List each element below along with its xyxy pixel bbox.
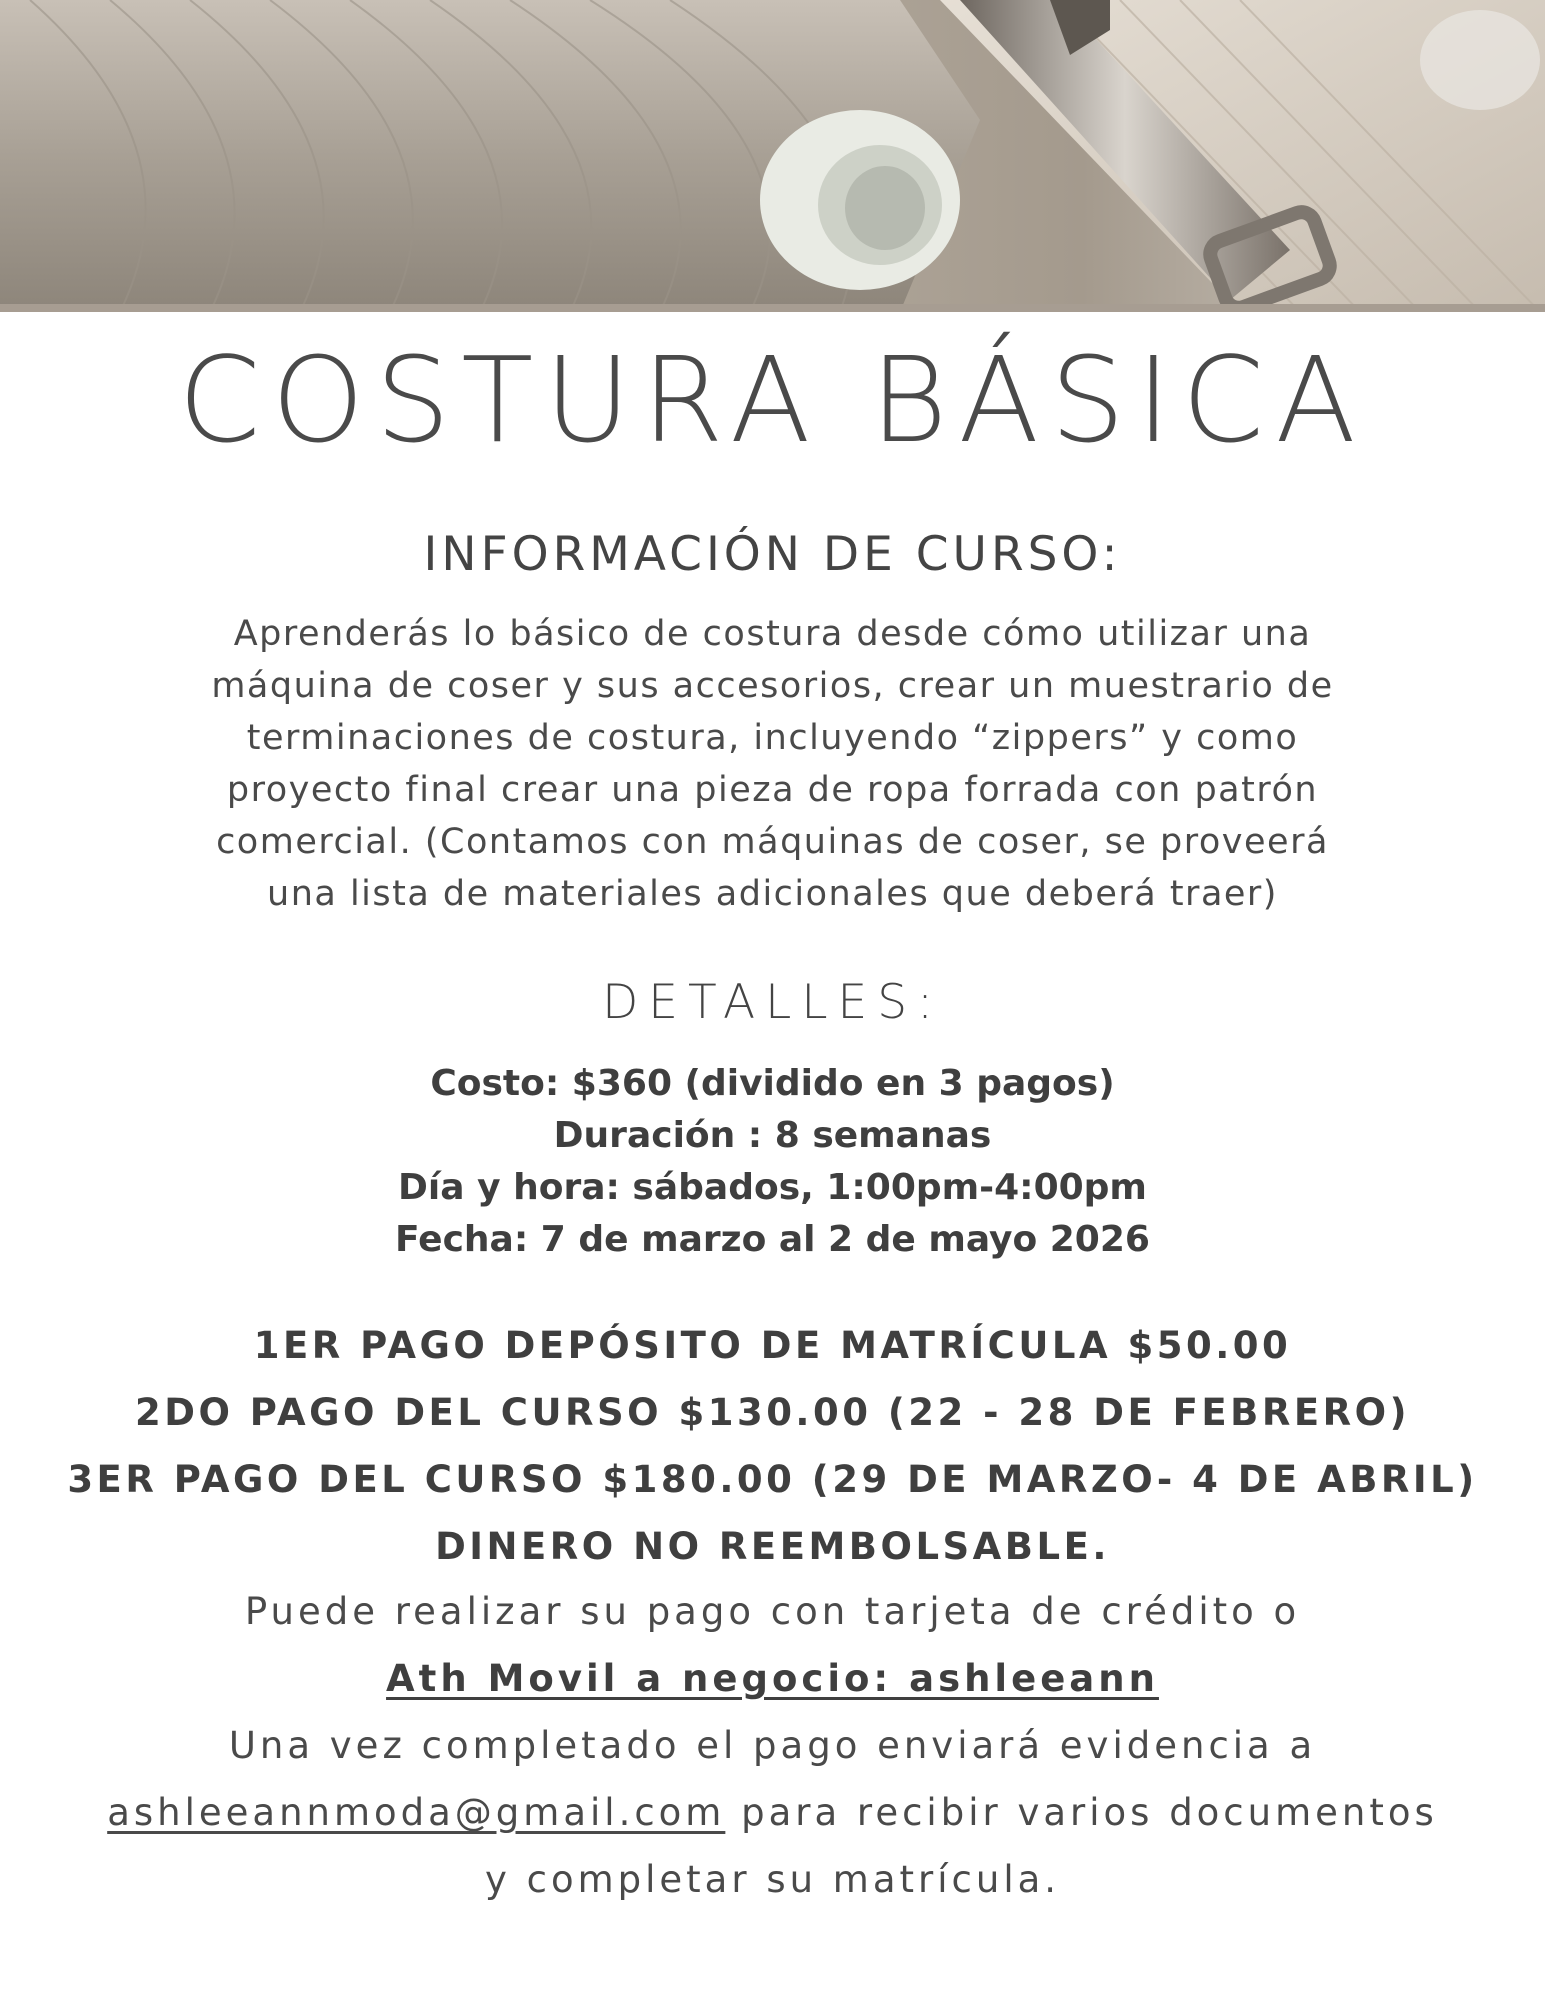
refund-note: DINERO NO REEMBOLSABLE. <box>435 1525 1110 1568</box>
description-line: terminaciones de costura, incluyendo “zippers” y como <box>246 718 1299 758</box>
course-description <box>160 608 1385 920</box>
payment-method-line: Puede realizar su pago con tarjeta de crédito o <box>244 1590 1301 1633</box>
email-line-rest: para recibir varios documentos <box>725 1791 1438 1834</box>
email-link[interactable]: ashleeannmoda@gmail.com <box>107 1791 726 1834</box>
third-payment: 3ER PAGO DEL CURSO $180.00 (29 DE MARZO- 4 DE ABRIL) <box>67 1458 1478 1501</box>
schedule-line: Día y hora: sábados, 1:00pm-4:00pm <box>398 1167 1147 1208</box>
details-heading: DETALLES: <box>602 975 943 1030</box>
closing-line: y completar su matrícula. <box>484 1858 1061 1901</box>
header-divider <box>0 304 1545 312</box>
description-line: una lista de materiales adicionales que deberá traer) <box>267 874 1278 914</box>
description-line: Aprenderás lo básico de costura desde cómo utilizar una <box>233 614 1312 654</box>
duration-line: Duración : 8 semanas <box>553 1115 992 1156</box>
second-payment: 2DO PAGO DEL CURSO $130.00 (22 - 28 DE FEBRERO) <box>134 1391 1410 1434</box>
thread-spool-zipper-photo <box>0 0 1545 312</box>
ath-movil-link[interactable]: Ath Movil a negocio: ashleeann <box>386 1657 1159 1700</box>
first-payment: 1ER PAGO DEPÓSITO DE MATRÍCULA $50.00 <box>253 1324 1292 1367</box>
evidence-line: Una vez completado el pago enviará evidencia a <box>228 1724 1317 1767</box>
payment-instructions <box>0 1578 1545 1913</box>
payment-schedule <box>0 1312 1545 1580</box>
dates-line: Fecha: 7 de marzo al 2 de mayo 2026 <box>395 1219 1150 1260</box>
course-info-heading: INFORMACIÓN DE CURSO: <box>423 527 1122 582</box>
email-line <box>0 1779 1545 1846</box>
description-line: proyecto final crear una pieza de ropa forrada con patrón <box>226 770 1319 810</box>
header-image <box>0 0 1545 312</box>
details-list <box>0 1058 1545 1266</box>
page-title: COSTURA BÁSICA <box>178 331 1367 469</box>
cost-line: Costo: $360 (dividido en 3 pagos) <box>430 1063 1115 1104</box>
description-line: máquina de coser y sus accesorios, crear un muestrario de <box>211 666 1334 706</box>
description-line: comercial. (Contamos con máquinas de coser, se proveerá <box>216 822 1329 862</box>
